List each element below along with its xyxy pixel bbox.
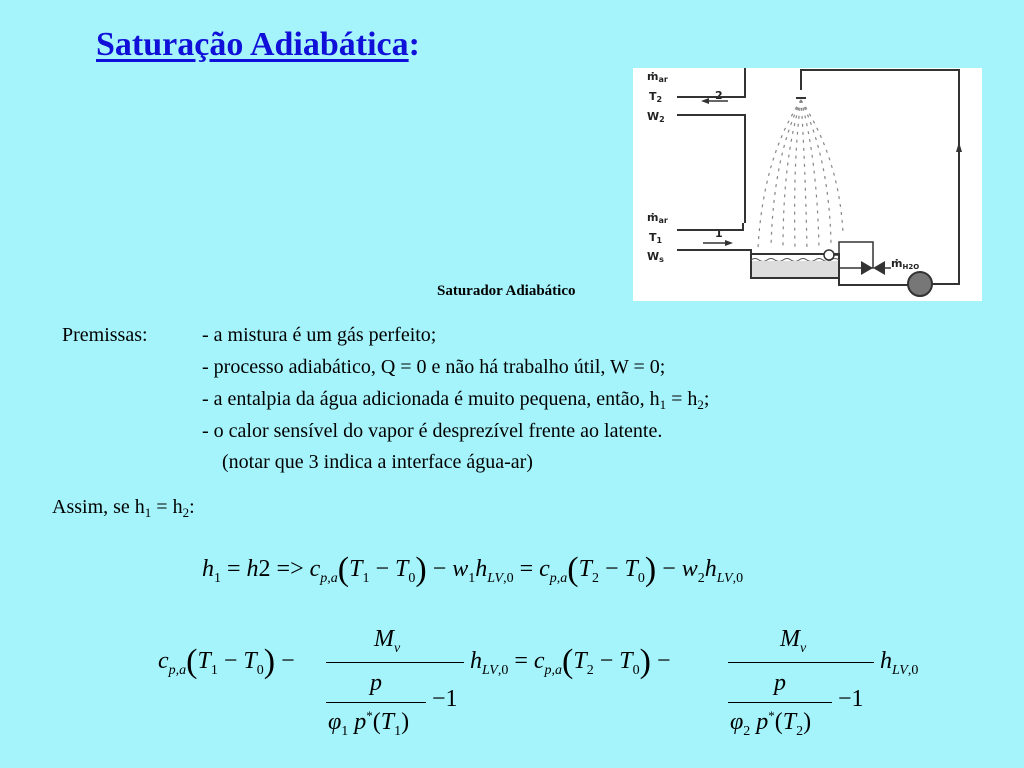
water-flow-label: ṁH2O xyxy=(891,257,920,271)
eq2-left-minus-one: −1 xyxy=(432,686,458,712)
eq2-left-term: $c_{p,a}(T_1 - T_0)$ − xyxy=(158,643,295,680)
premissas-label: Premissas: xyxy=(62,324,148,346)
inlet-humidity-label: Ws xyxy=(647,250,664,264)
eq2-left-inner-numerator: p xyxy=(370,670,382,696)
eq2-left-latent: $h_{LV,0} = c_{p,a}(T_2 - T_0)$ − xyxy=(470,643,671,680)
premissa-1: - a mistura é um gás perfeito; xyxy=(202,324,437,346)
interface-note: (notar que 3 indica a interface água-ar) xyxy=(222,451,533,473)
eq2-left-inner-denominator: $\varphi_1$ $p^*(T_1)$ xyxy=(328,708,410,739)
inlet-temperature-label: T1 xyxy=(649,231,663,245)
premissa-2: - processo adiabático, Q = 0 e não há trabalho útil, W = 0; xyxy=(202,356,666,378)
eq2-right-minus-one: −1 xyxy=(838,686,864,712)
outlet-arrow-number: 2 xyxy=(715,89,723,102)
outlet-humidity-label: W2 xyxy=(647,110,665,124)
equation-enthalpy-balance: $h_1 = h2 => c_{p,a}(T_1 - T_0) - w_1h_{LV,0} = c_{p,a}(T_2 - T_0) - w_2h_{LV,0}$ xyxy=(202,551,744,588)
premissa-3: - a entalpia da água adicionada é muito pequena, então, $h_1 = h_2$; xyxy=(202,388,710,412)
slide-title: Saturação Adiabática: xyxy=(96,26,420,63)
premissa-4: - o calor sensível do vapor é desprezível frente ao latente. xyxy=(202,420,663,442)
figure-caption: Saturador Adiabático xyxy=(437,283,576,299)
inlet-mass-flow-label: ṁar xyxy=(647,211,668,225)
saturator-diagram xyxy=(633,68,982,301)
outlet-mass-flow-label: ṁar xyxy=(647,70,668,84)
saturator-schematic xyxy=(633,68,982,301)
eq2-right-inner-numerator: p xyxy=(774,670,786,696)
inlet-arrow-number: 1 xyxy=(715,227,723,240)
eq2-right-numerator: $M_v$ xyxy=(780,626,807,656)
eq2-left-numerator: $M_v$ xyxy=(374,626,401,656)
outlet-temperature-label: T2 xyxy=(649,90,663,104)
assim-line: Assim, se $h_1 = h_2$: xyxy=(52,496,195,520)
eq2-right-latent: $h_{LV,0}$ xyxy=(880,648,919,678)
eq2-right-inner-denominator: $\varphi_2$ $p^*(T_2)$ xyxy=(730,708,812,739)
